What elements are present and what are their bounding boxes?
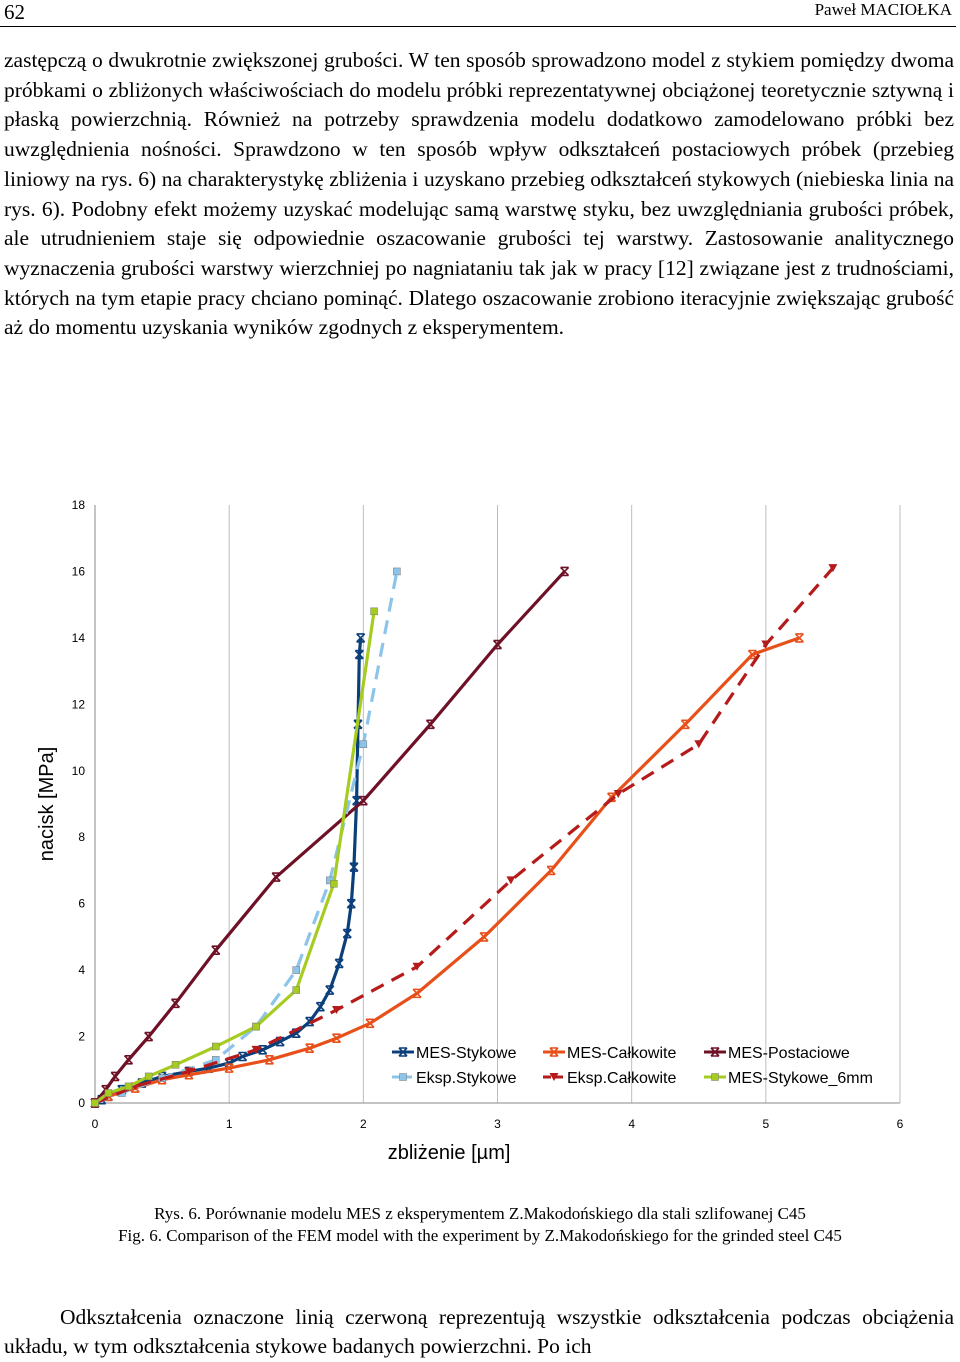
x-tick-label: 6 bbox=[896, 1117, 904, 1131]
x-tick-label: 3 bbox=[494, 1117, 501, 1131]
data-point bbox=[145, 1033, 153, 1041]
data-point bbox=[92, 1100, 99, 1107]
data-point bbox=[111, 1072, 119, 1080]
series-line bbox=[95, 638, 361, 1103]
data-point bbox=[105, 1090, 112, 1097]
header-rule bbox=[0, 26, 956, 27]
x-tick-label: 5 bbox=[762, 1117, 770, 1131]
page-header bbox=[0, 0, 960, 30]
series-mes-stykowe bbox=[91, 634, 365, 1107]
body-paragraph-2-text: Odkształcenia oznaczone linią czerwoną reprezentują wszystkie odkształcenia podczas obciążenia układu, w tym odkształcenia stykowe badanych powierzchni. Po ich bbox=[4, 1305, 954, 1358]
y-tick-label: 14 bbox=[71, 630, 85, 645]
data-point bbox=[506, 876, 515, 884]
data-point bbox=[426, 720, 434, 728]
y-tick-label: 6 bbox=[78, 896, 85, 911]
legend-item bbox=[392, 1070, 517, 1087]
data-point bbox=[125, 1056, 133, 1064]
legend-item bbox=[704, 1045, 850, 1062]
legend-label: MES-Stykowe bbox=[416, 1045, 517, 1062]
x-axis-title: zbliżenie [µm] bbox=[387, 1142, 511, 1164]
running-author: Paweł MACIOŁKA bbox=[814, 0, 952, 19]
body-paragraph-1: zastępczą o dwukrotnie zwiększonej grubości. W ten sposób sprowadzono model z stykiem pomiędzy dwoma próbkami o zbliżonych właściwościach do modelu próbki reprezentatywnej obciążonej teoretycznie sztywną i płaską powierzchnią. Również na potrzeby sprawdzenia modelu dodatkowo zamodelowano próbki bez uwzględnienia nośności. Sprawdzono w ten sposób wpływ odkształceń postaciowych próbek (przebieg liniowy na rys. 6) na charakterystykę zbliżenia i uzyskano przebieg odkształceń stykowych (niebieska linia na rys. 6). Podobny efekt możemy uzyskać modelując samą warstwę styku, bez uwzględniania grubości próbek, ale utrudnieniem staje się odpowiednie oszacowanie grubości tej warstwy. Zastosowanie analitycznego wyznaczenia grubości warstwy wierzchniej po nagniataniu tak jak w pracy [12] związane jest z trudnościami, których na tym etapie pracy chciano pominąć. Dlatego oszacowanie zrobiono iteracyjnie zwiększając grubość aż do momentu uzyskania wyników zgodnych z eksperymentem. bbox=[4, 48, 954, 340]
data-point bbox=[400, 1074, 407, 1081]
series-mes-postaciowe bbox=[91, 567, 569, 1107]
data-point bbox=[371, 608, 378, 615]
y-tick-label: 8 bbox=[78, 830, 85, 845]
data-point bbox=[272, 873, 280, 881]
y-tick-label: 12 bbox=[71, 697, 85, 712]
legend-label: Eksp.Całkowite bbox=[567, 1070, 677, 1087]
legend-item bbox=[543, 1070, 676, 1087]
y-tick-label: 10 bbox=[71, 763, 85, 778]
data-point bbox=[172, 1061, 179, 1068]
data-point bbox=[172, 999, 180, 1007]
data-point bbox=[360, 741, 367, 748]
data-point bbox=[480, 933, 488, 941]
legend-item bbox=[392, 1045, 517, 1062]
x-tick-label: 1 bbox=[225, 1117, 233, 1131]
data-point bbox=[293, 967, 300, 974]
y-tick-label: 2 bbox=[78, 1029, 85, 1044]
series-line bbox=[95, 638, 799, 1103]
series-line bbox=[95, 611, 374, 1103]
series-line bbox=[95, 571, 397, 1103]
figure-caption-en: Fig. 6. Comparison of the FEM model with the experiment by Z.Makodońskiego for the grinded steel C45 bbox=[118, 1226, 842, 1245]
data-point bbox=[145, 1073, 152, 1080]
legend-label: Eksp.Stykowe bbox=[416, 1070, 517, 1087]
data-point bbox=[547, 866, 555, 874]
data-point bbox=[212, 946, 220, 954]
legend-label: MES-Postaciowe bbox=[728, 1045, 850, 1062]
data-point bbox=[125, 1083, 132, 1090]
data-point bbox=[712, 1074, 719, 1081]
data-point bbox=[681, 720, 689, 728]
series-eksp-ca-kowite bbox=[91, 564, 838, 1107]
data-point bbox=[393, 568, 400, 575]
data-point bbox=[694, 740, 703, 748]
series-line bbox=[95, 571, 565, 1103]
x-tick-label: 0 bbox=[91, 1117, 99, 1131]
data-point bbox=[561, 567, 569, 575]
data-point bbox=[293, 987, 300, 994]
legend-label: MES-Całkowite bbox=[567, 1045, 677, 1062]
data-point bbox=[253, 1023, 260, 1030]
figure-chart bbox=[0, 492, 960, 1192]
series-line bbox=[95, 568, 833, 1103]
y-tick-label: 4 bbox=[78, 963, 85, 978]
page-number: 62 bbox=[4, 0, 25, 24]
y-tick-label: 18 bbox=[71, 498, 85, 512]
legend-item bbox=[543, 1045, 676, 1062]
data-point bbox=[212, 1043, 219, 1050]
data-point bbox=[330, 880, 337, 887]
legend-label: MES-Stykowe_6mm bbox=[728, 1070, 873, 1087]
figure-caption-pl: Rys. 6. Porównanie modelu MES z eksperymentem Z.Makodońskiego dla stali szlifowanej C45 bbox=[154, 1204, 806, 1223]
y-axis-title: nacisk [MPa] bbox=[36, 746, 58, 862]
legend-item bbox=[704, 1070, 873, 1087]
y-tick-label: 0 bbox=[78, 1096, 85, 1110]
y-tick-label: 16 bbox=[71, 564, 85, 579]
x-tick-label: 4 bbox=[628, 1117, 636, 1131]
x-tick-label: 2 bbox=[359, 1117, 367, 1131]
body-paragraph-2 bbox=[4, 1303, 954, 1361]
